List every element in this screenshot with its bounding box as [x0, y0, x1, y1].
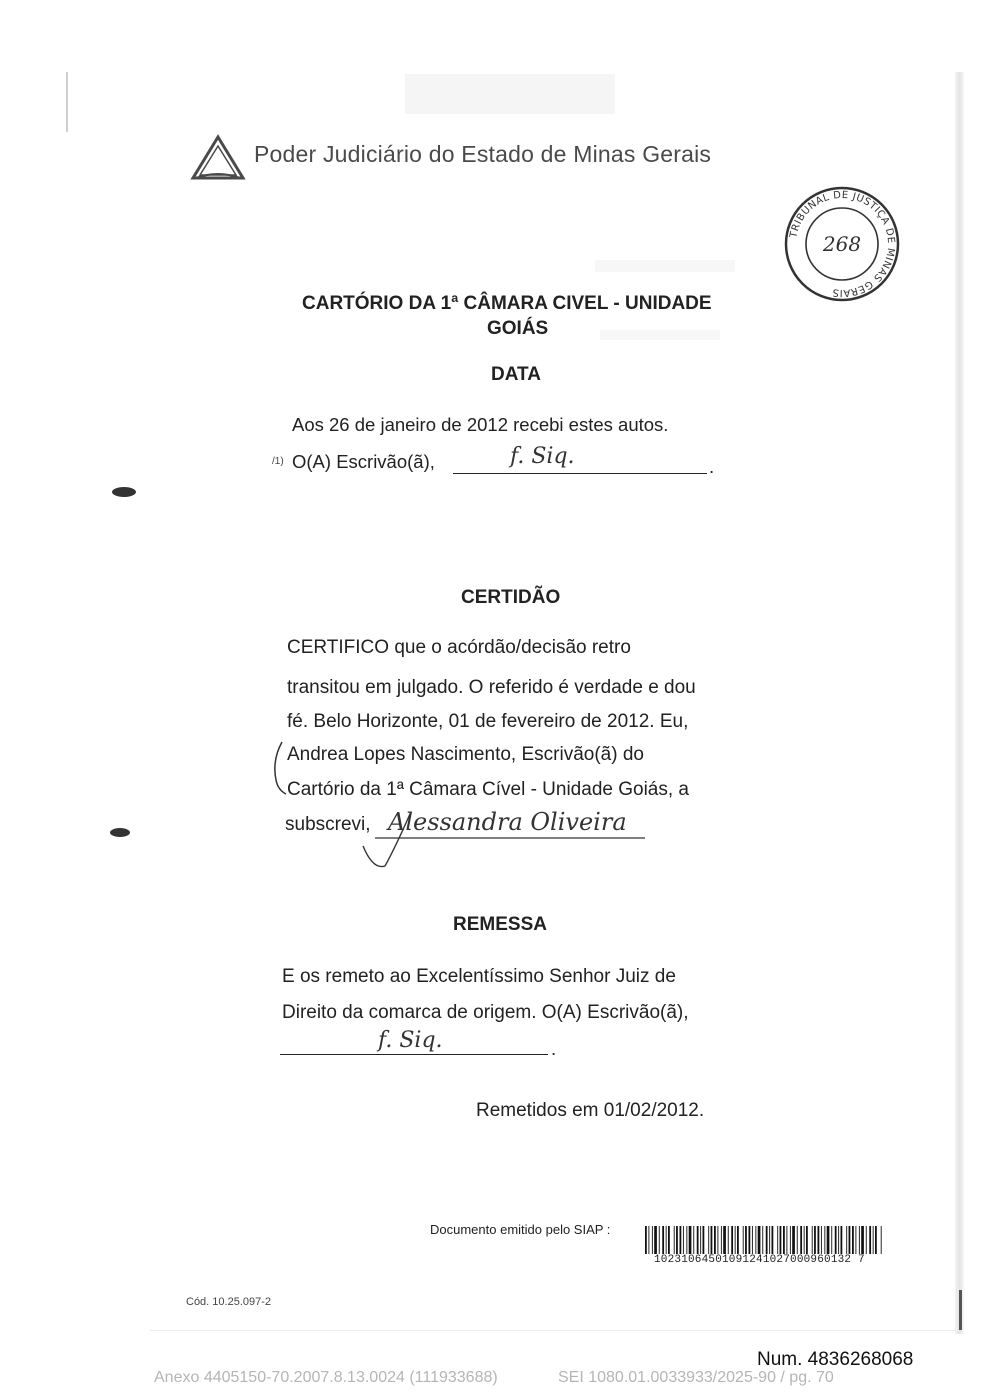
- barcode-bar: [783, 1226, 785, 1254]
- barcode-bar: [777, 1226, 778, 1254]
- barcode-bar: [662, 1226, 664, 1254]
- barcode-bar: [689, 1226, 692, 1254]
- barcode-bar: [645, 1226, 647, 1254]
- barcode-bar: [693, 1226, 694, 1254]
- document-number: Num. 4836268068: [757, 1349, 914, 1370]
- scan-edge-mark: [959, 1290, 962, 1330]
- barcode-bar: [838, 1226, 839, 1254]
- barcode-bar: [790, 1226, 791, 1254]
- annex-reference: Anexo 4405150-70.2007.8.13.0024 (111933688): [154, 1369, 498, 1386]
- siap-emitted-label: Documento emitido pelo SIAP :: [430, 1222, 611, 1237]
- certidao-section-title: CERTIDÃO: [461, 587, 561, 608]
- barcode-bar: [846, 1226, 847, 1254]
- certidao-subscrevi-label: subscrevi,: [285, 814, 371, 835]
- certidao-text-line: transitou em julgado. O referido é verdade e dou: [287, 677, 696, 698]
- barcode-bar: [861, 1226, 864, 1254]
- barcode-bar: [711, 1226, 713, 1254]
- barcode-bar: [659, 1226, 660, 1254]
- barcode-bar: [766, 1226, 768, 1254]
- office-title-line1: CARTÓRIO DA 1ª CÂMARA CIVEL - UNIDADE: [302, 293, 712, 314]
- court-seal-stamp: [783, 185, 901, 303]
- barcode-bar: [752, 1226, 753, 1254]
- signature-flourish: [355, 808, 665, 872]
- remessa-section-title: REMESSA: [453, 914, 547, 935]
- barcode-bar: [700, 1226, 701, 1254]
- barcode-bar: [881, 1226, 882, 1254]
- barcode-bar: [814, 1226, 816, 1254]
- remessa-signature-line: [280, 1054, 548, 1055]
- data-clerk-label: O(A) Escrivão(ã),: [292, 451, 435, 472]
- barcode-bar: [697, 1226, 699, 1254]
- barcode-bar: [735, 1226, 736, 1254]
- remessa-sent-date: Remetidos em 01/02/2012.: [476, 1100, 705, 1121]
- barcode-bar: [717, 1226, 718, 1254]
- barcode-bar: [721, 1226, 722, 1254]
- certidao-text-line: Andrea Lopes Nascimento, Escrivão(ã) do: [287, 744, 644, 765]
- barcode-number: 10231064501091241027000960132 7: [654, 1254, 865, 1266]
- barcode-bar: [737, 1226, 739, 1254]
- barcode-bar: [714, 1226, 716, 1254]
- data-clerk-signature: f. Siq.: [510, 444, 575, 469]
- barcode-bar: [780, 1226, 782, 1254]
- barcode-bar: [866, 1226, 867, 1254]
- barcode-bar: [758, 1226, 761, 1254]
- barcode-bar: [797, 1226, 798, 1254]
- barcode-bar: [849, 1226, 851, 1254]
- bleed-through-mark: [595, 260, 735, 272]
- barcode-bar: [769, 1226, 770, 1254]
- data-signature-line: [453, 473, 707, 474]
- barcode-bar: [818, 1226, 820, 1254]
- siap-barcode: [645, 1226, 883, 1254]
- barcode-bar: [762, 1226, 763, 1254]
- barcode-bar: [708, 1226, 709, 1254]
- data-line-period: .: [709, 456, 715, 477]
- barcode-bar: [772, 1226, 774, 1254]
- barcode-bar: [703, 1226, 705, 1254]
- certidao-text-line: Cartório da 1ª Câmara Cível - Unidade Goiás, a: [287, 779, 689, 800]
- barcode-bar: [827, 1226, 830, 1254]
- remessa-line-period: .: [551, 1038, 557, 1059]
- scan-edge-left: [66, 72, 68, 132]
- data-received-line: Aos 26 de janeiro de 2012 recebi estes autos.: [292, 414, 669, 435]
- barcode-bar: [804, 1226, 805, 1254]
- certidao-text-line: CERTIFICO que o acórdão/decisão retro: [287, 637, 631, 658]
- barcode-bar: [800, 1226, 802, 1254]
- barcode-bar: [824, 1226, 825, 1254]
- seal-arc-text: TRIBUNAL DE JUSTIÇA DE MINAS GERAIS: [788, 189, 897, 299]
- remessa-text-line: Direito da comarca de origem. O(A) Escrivão(ã),: [282, 1002, 689, 1023]
- margin-bracket-mark: [270, 740, 288, 796]
- barcode-bar: [792, 1226, 795, 1254]
- barcode-bar: [728, 1226, 729, 1254]
- barcode-bar: [852, 1226, 854, 1254]
- page-bottom-rule: [150, 1330, 955, 1331]
- barcode-bar: [680, 1226, 682, 1254]
- judiciary-triangle-logo-icon: [190, 134, 246, 182]
- remessa-clerk-signature: f. Siq.: [378, 1028, 443, 1053]
- barcode-bar: [755, 1226, 756, 1254]
- barcode-bar: [686, 1226, 687, 1254]
- barcode-bar: [731, 1226, 733, 1254]
- barcode-bar: [869, 1226, 871, 1254]
- certidao-text-line: fé. Belo Horizonte, 01 de fevereiro de 2012. Eu,: [287, 711, 689, 732]
- punch-hole-mark: [110, 828, 130, 837]
- form-code: Cód. 10.25.097-2: [186, 1296, 272, 1308]
- punch-hole-mark: [112, 487, 136, 497]
- barcode-bar: [831, 1226, 832, 1254]
- barcode-bar: [648, 1226, 649, 1254]
- header-title: Poder Judiciário do Estado de Minas Gerais: [254, 141, 712, 167]
- barcode-bar: [668, 1226, 670, 1254]
- barcode-bar: [859, 1226, 860, 1254]
- barcode-bar: [841, 1226, 843, 1254]
- certidao-clerk-signature: Alessandra Oliveira: [388, 808, 627, 836]
- barcode-bar: [873, 1226, 874, 1254]
- seal-page-number: 268: [822, 232, 862, 256]
- bleed-through-mark: [600, 330, 720, 340]
- barcode-bar: [812, 1226, 813, 1254]
- barcode-bar: [786, 1226, 787, 1254]
- barcode-bar: [666, 1226, 667, 1254]
- signature-abbrev-mark: /1): [272, 456, 284, 467]
- remessa-text-line: E os remeto ao Excelentíssimo Senhor Juiz de: [282, 966, 676, 987]
- barcode-bar: [723, 1226, 726, 1254]
- bleed-through-mark: [405, 74, 615, 114]
- barcode-bar: [835, 1226, 837, 1254]
- data-section-title: DATA: [491, 364, 541, 385]
- barcode-bar: [745, 1226, 747, 1254]
- barcode-bar: [821, 1226, 822, 1254]
- barcode-bar: [654, 1226, 657, 1254]
- barcode-bar: [676, 1226, 678, 1254]
- scan-edge-right: [955, 72, 964, 1334]
- barcode-bar: [749, 1226, 751, 1254]
- office-title-line2: GOIÁS: [487, 318, 549, 339]
- barcode-bar: [652, 1226, 653, 1254]
- barcode-bar: [806, 1226, 808, 1254]
- barcode-bar: [875, 1226, 877, 1254]
- barcode-bar: [674, 1226, 675, 1254]
- barcode-bar: [683, 1226, 684, 1254]
- barcode-bar: [855, 1226, 856, 1254]
- barcode-bar: [743, 1226, 744, 1254]
- sei-page-reference: SEI 1080.01.0033933/2025-90 / pg. 70: [558, 1369, 834, 1386]
